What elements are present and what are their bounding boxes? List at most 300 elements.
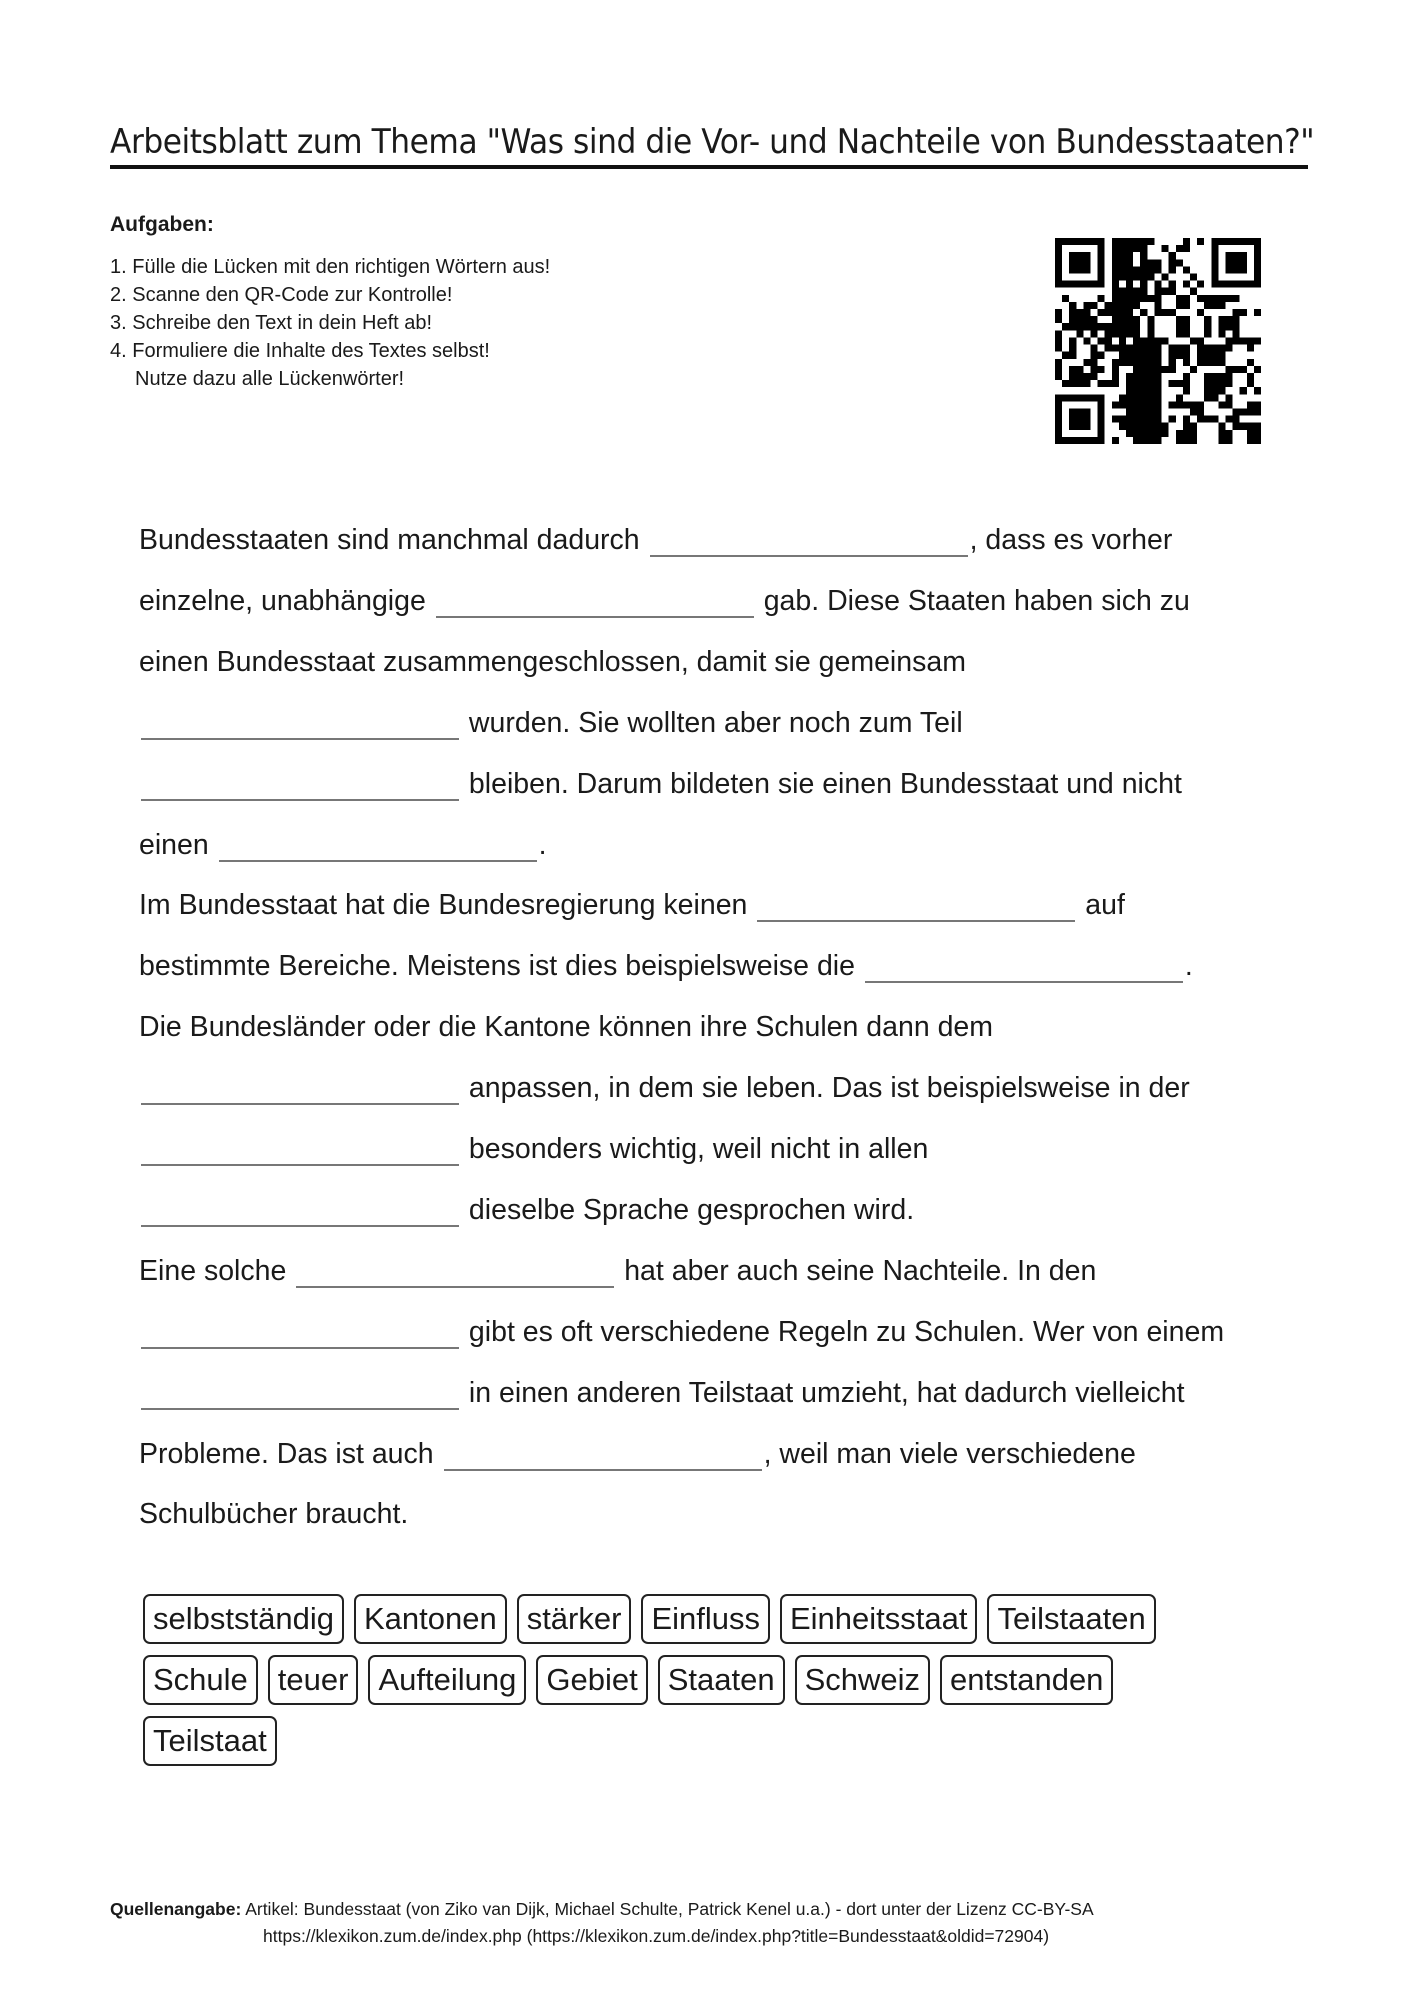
qr-module [1211,238,1218,245]
qr-module [1218,295,1225,302]
qr-module [1069,408,1076,415]
qr-module [1083,337,1090,344]
qr-module [1218,401,1225,408]
qr-module [1247,337,1254,344]
word-chip[interactable]: Aufteilung [368,1655,526,1705]
qr-module [1105,345,1112,352]
qr-module [1240,423,1247,430]
qr-module [1225,252,1232,259]
qr-module [1211,373,1218,380]
qr-module [1197,408,1204,415]
qr-module [1169,266,1176,273]
qr-module [1133,323,1140,330]
qr-module [1076,394,1083,401]
qr-module [1204,302,1211,309]
qr-module [1076,330,1083,337]
qr-module [1126,352,1133,359]
qr-module [1190,288,1197,295]
qr-module [1055,408,1062,415]
qr-module [1083,437,1090,444]
qr-module [1147,401,1154,408]
task-item-note: Nutze dazu alle Lückenwörter! [135,368,405,390]
qr-module [1154,416,1161,423]
qr-module [1154,337,1161,344]
qr-module [1147,430,1154,437]
qr-module [1098,380,1105,387]
qr-module [1119,245,1126,252]
qr-module [1233,423,1240,430]
qr-module [1183,359,1190,366]
qr-module [1225,366,1232,373]
qr-module [1183,423,1190,430]
word-chip[interactable]: Staaten [658,1655,785,1705]
qr-module [1069,309,1076,316]
qr-module [1162,337,1169,344]
blank-field[interactable] [141,1189,459,1227]
qr-module [1126,288,1133,295]
blank-field[interactable] [436,580,754,618]
qr-module [1105,380,1112,387]
qr-module [1176,352,1183,359]
cloze-line [139,1180,914,1241]
qr-module [1204,352,1211,359]
qr-module [1247,401,1254,408]
qr-module [1083,394,1090,401]
qr-module [1126,245,1133,252]
qr-module [1147,323,1154,330]
qr-module [1055,437,1062,444]
qr-module [1062,394,1069,401]
qr-module [1211,359,1218,366]
qr-module [1197,401,1204,408]
qr-module [1119,266,1126,273]
qr-module [1183,345,1190,352]
qr-module [1240,252,1247,259]
qr-module [1218,387,1225,394]
qr-module [1154,359,1161,366]
qr-module [1076,408,1083,415]
qr-module [1183,295,1190,302]
qr-module [1105,323,1112,330]
qr-module [1119,416,1126,423]
qr-module [1197,281,1204,288]
qr-module [1119,401,1126,408]
qr-module [1133,416,1140,423]
qr-module [1154,288,1161,295]
blank-field[interactable] [141,1128,459,1166]
qr-module [1176,401,1183,408]
qr-module [1197,345,1204,352]
qr-module [1140,401,1147,408]
qr-module [1154,373,1161,380]
qr-module [1147,408,1154,415]
qr-module [1254,401,1261,408]
qr-module [1240,259,1247,266]
qr-module [1197,359,1204,366]
qr-module [1126,274,1133,281]
qr-module [1055,309,1062,316]
qr-module [1233,281,1240,288]
cloze-text-segment: dieselbe Sprache gesprochen wird. [468,1193,915,1226]
qr-module [1126,302,1133,309]
qr-module [1218,302,1225,309]
cloze-line [139,1241,1096,1302]
qr-module [1140,437,1147,444]
qr-module [1126,316,1133,323]
qr-module [1190,430,1197,437]
qr-module [1069,373,1076,380]
qr-module [1083,316,1090,323]
qr-module [1176,245,1183,252]
qr-module [1254,274,1261,281]
qr-module [1218,430,1225,437]
qr-module [1211,380,1218,387]
cloze-line [139,1424,1136,1485]
qr-module [1069,252,1076,259]
qr-module [1133,330,1140,337]
qr-module [1126,423,1133,430]
qr-module [1183,373,1190,380]
cloze-line [139,632,966,693]
qr-code-icon[interactable] [1055,238,1261,444]
qr-module [1154,259,1161,266]
word-chip[interactable]: Teilstaaten [987,1594,1155,1644]
qr-module [1140,281,1147,288]
qr-module [1098,266,1105,273]
blank-field[interactable] [444,1433,762,1471]
qr-module [1140,337,1147,344]
qr-module [1140,245,1147,252]
blank-field[interactable] [141,702,459,740]
qr-module [1119,259,1126,266]
qr-module [1133,394,1140,401]
qr-module [1076,316,1083,323]
source-note [110,1896,1310,1950]
qr-module [1126,401,1133,408]
tasks-heading: Aufgaben: [110,213,214,236]
qr-module [1083,416,1090,423]
qr-module [1055,394,1062,401]
qr-module [1233,266,1240,273]
qr-module [1162,309,1169,316]
qr-module [1240,387,1247,394]
qr-module [1147,274,1154,281]
cloze-line [139,815,547,876]
qr-module [1240,281,1247,288]
qr-module [1098,366,1105,373]
qr-module [1055,423,1062,430]
qr-module [1183,352,1190,359]
qr-module [1169,259,1176,266]
blank-field[interactable] [141,1311,459,1349]
qr-module [1190,274,1197,281]
word-chip[interactable]: teuer [268,1655,359,1705]
qr-module [1225,437,1232,444]
blank-field[interactable] [141,1067,459,1105]
qr-module [1133,266,1140,273]
qr-module [1105,337,1112,344]
qr-module [1119,316,1126,323]
word-chip[interactable]: selbstständig [143,1594,344,1644]
qr-module [1162,288,1169,295]
qr-module [1211,259,1218,266]
qr-module [1154,380,1161,387]
qr-module [1169,380,1176,387]
qr-module [1211,352,1218,359]
qr-module [1062,352,1069,359]
qr-module [1162,366,1169,373]
qr-module [1154,266,1161,273]
word-chip[interactable]: Einfluss [641,1594,770,1644]
qr-module [1069,437,1076,444]
qr-module [1140,359,1147,366]
qr-module [1098,352,1105,359]
qr-module [1083,373,1090,380]
qr-module [1162,430,1169,437]
qr-module [1091,330,1098,337]
qr-module [1133,352,1140,359]
qr-module [1069,281,1076,288]
qr-module [1197,238,1204,245]
qr-module [1119,295,1126,302]
qr-module [1098,337,1105,344]
word-chip[interactable]: stärker [517,1594,632,1644]
qr-module [1055,373,1062,380]
qr-module [1233,330,1240,337]
qr-module [1147,345,1154,352]
cloze-text-segment: Im Bundesstaat hat die Bundesregierung keinen [139,889,748,922]
qr-module [1091,345,1098,352]
qr-module [1083,302,1090,309]
qr-module [1247,437,1254,444]
qr-module [1225,345,1232,352]
qr-module [1076,266,1083,273]
cloze-text-segment: , weil man viele verschiedene [763,1437,1136,1470]
qr-module [1254,309,1261,316]
blank-field[interactable] [865,945,1183,983]
qr-module [1233,408,1240,415]
cloze-text-segment: einzelne, unabhängige [139,584,426,617]
qr-module [1218,352,1225,359]
qr-module [1069,366,1076,373]
qr-module [1225,430,1232,437]
qr-module [1197,416,1204,423]
blank-field[interactable] [650,519,968,557]
qr-module [1233,259,1240,266]
qr-module [1133,437,1140,444]
cloze-line [139,1363,1185,1424]
qr-module [1247,345,1254,352]
qr-module [1233,316,1240,323]
qr-module [1133,373,1140,380]
qr-module [1190,437,1197,444]
qr-module [1225,259,1232,266]
word-chip[interactable]: Einheitsstaat [780,1594,978,1644]
qr-module [1140,380,1147,387]
qr-module [1112,295,1119,302]
qr-module [1055,252,1062,259]
word-chip[interactable]: Kantonen [354,1594,507,1644]
qr-module [1254,337,1261,344]
qr-module [1197,337,1204,344]
qr-module [1083,323,1090,330]
blank-field[interactable] [219,824,537,862]
qr-module [1091,394,1098,401]
qr-module [1233,366,1240,373]
qr-module [1055,281,1062,288]
qr-module [1076,252,1083,259]
blank-field[interactable] [141,763,459,801]
cloze-text-segment: in einen anderen Teilstaat umzieht, hat dadurch vielleicht [468,1376,1185,1409]
qr-module [1055,359,1062,366]
qr-module [1147,359,1154,366]
word-bank-row [143,1594,1243,1644]
qr-module [1190,366,1197,373]
qr-module [1169,345,1176,352]
qr-module [1204,380,1211,387]
qr-module [1218,423,1225,430]
qr-module [1133,366,1140,373]
qr-module [1140,394,1147,401]
qr-module [1140,288,1147,295]
qr-module [1204,394,1211,401]
qr-module [1112,323,1119,330]
cloze-text-segment: . [538,828,547,861]
qr-module [1119,337,1126,344]
qr-module [1098,259,1105,266]
qr-module [1240,266,1247,273]
qr-module [1218,330,1225,337]
word-chip[interactable]: Schweiz [795,1655,930,1705]
qr-module [1126,266,1133,273]
qr-module [1062,281,1069,288]
qr-module [1133,302,1140,309]
qr-module [1055,366,1062,373]
qr-module [1183,266,1190,273]
qr-module [1140,430,1147,437]
qr-module [1091,281,1098,288]
qr-module [1091,302,1098,309]
qr-module [1147,238,1154,245]
word-bank [143,1594,1243,1777]
qr-module [1218,345,1225,352]
qr-module [1112,359,1119,366]
qr-module [1112,288,1119,295]
qr-module [1062,380,1069,387]
title-divider [110,165,1308,169]
qr-module [1133,401,1140,408]
qr-module [1183,437,1190,444]
qr-module [1133,288,1140,295]
qr-module [1098,323,1105,330]
qr-module [1225,295,1232,302]
qr-module [1247,380,1254,387]
qr-module [1204,316,1211,323]
qr-module [1218,437,1225,444]
blank-field[interactable] [141,1372,459,1410]
qr-module [1169,352,1176,359]
qr-module [1225,281,1232,288]
qr-module [1055,316,1062,323]
qr-module [1183,330,1190,337]
cloze-line [139,754,1182,815]
qr-module [1055,430,1062,437]
qr-module [1247,281,1254,288]
qr-module [1083,238,1090,245]
qr-module [1055,266,1062,273]
blank-field[interactable] [296,1250,614,1288]
word-chip[interactable]: Gebiet [536,1655,647,1705]
qr-module [1225,401,1232,408]
qr-module [1140,352,1147,359]
word-chip[interactable]: Teilstaat [143,1716,277,1766]
qr-module [1126,238,1133,245]
qr-module [1126,309,1133,316]
qr-module [1119,352,1126,359]
qr-module [1133,423,1140,430]
qr-module [1247,423,1254,430]
qr-module [1240,366,1247,373]
qr-module [1055,330,1062,337]
source-url[interactable]: https://klexikon.zum.de/index.php (https://klexikon.zum.de/index.php?title=Bundesstaat&oldid=72904) [263,1926,1050,1946]
cloze-text-segment: einen [139,828,209,861]
qr-module [1140,238,1147,245]
qr-module [1169,281,1176,288]
qr-module [1083,281,1090,288]
qr-module [1176,323,1183,330]
qr-module [1211,245,1218,252]
cloze-text-segment: Eine solche [139,1254,287,1287]
qr-module [1233,295,1240,302]
qr-module [1055,416,1062,423]
qr-module [1176,394,1183,401]
qr-module [1147,366,1154,373]
qr-module [1154,309,1161,316]
qr-module [1119,423,1126,430]
qr-module [1091,373,1098,380]
qr-module [1183,238,1190,245]
qr-module [1076,437,1083,444]
qr-module [1169,401,1176,408]
qr-module [1154,295,1161,302]
word-chip[interactable]: entstanden [940,1655,1113,1705]
qr-module [1240,238,1247,245]
cloze-text-segment: einen Bundesstaat zusammengeschlossen, damit sie gemeinsam [139,645,966,678]
cloze-text-segment: bleiben. Darum bildeten sie einen Bundesstaat und nicht [468,767,1182,800]
cloze-text-segment: hat aber auch seine Nachteile. In den [624,1254,1097,1287]
qr-module [1140,295,1147,302]
qr-module [1112,380,1119,387]
qr-module [1083,380,1090,387]
qr-module [1105,302,1112,309]
qr-module [1218,380,1225,387]
qr-module [1119,238,1126,245]
qr-module [1062,323,1069,330]
qr-module [1119,394,1126,401]
qr-module [1140,416,1147,423]
qr-module [1240,337,1247,344]
qr-module [1098,437,1105,444]
qr-module [1119,323,1126,330]
blank-field[interactable] [757,884,1075,922]
qr-module [1225,323,1232,330]
word-chip[interactable]: Schule [143,1655,258,1705]
qr-module [1098,252,1105,259]
qr-module [1211,416,1218,423]
qr-module [1076,281,1083,288]
qr-module [1069,394,1076,401]
qr-module [1069,238,1076,245]
